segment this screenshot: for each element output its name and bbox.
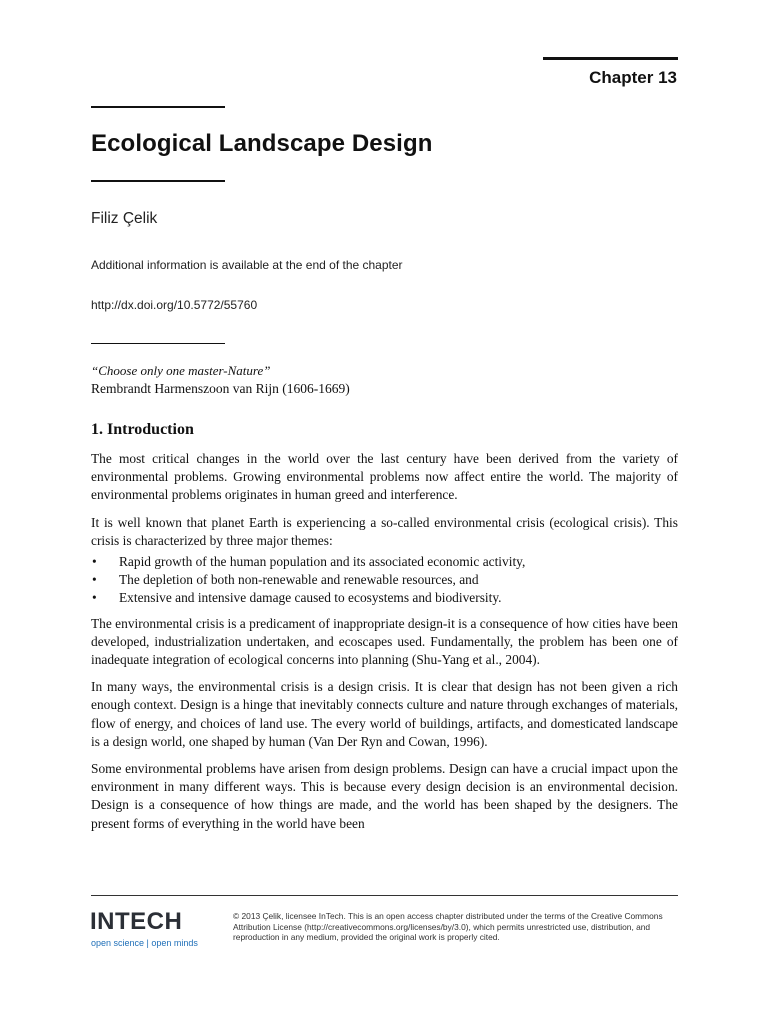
paragraph: In many ways, the environmental crisis is a design crisis. It is clear that design has not been given a rich enough context. Design is a hinge that inevitably connects culture and nature through exchanges of materials, flow of energy, and choices of land use. The every world of buildings, artifacts, and domesticated landscape is a design world, one shaped by human (Van Der Ryn and Cowan, 1996). — [91, 679, 678, 749]
bullet-icon: • — [92, 554, 97, 570]
list-item-text: Extensive and intensive damage caused to ecosystems and biodiversity. — [119, 590, 502, 606]
chapter-label: Chapter 13 — [589, 68, 677, 87]
bullet-icon: • — [92, 572, 97, 588]
list-item-text: Rapid growth of the human population and its associated economic activity, — [119, 554, 526, 570]
paragraph: The environmental crisis is a predicament of inappropriate design-it is a consequence of how cities have been developed, industrialization undertaken, and ecoscapes used. Fundamentally, the problem has been one of inadequate integration of ecological concerns into planning (Shu-Yang et al., 2004). — [91, 615, 678, 668]
additional-info: Additional information is available at the end of the chapter — [91, 258, 403, 272]
epigraph-attribution: Rembrandt Harmenszoon van Rijn (1606-1669) — [91, 381, 350, 396]
footer-rule — [91, 895, 678, 896]
bullet-icon: • — [92, 590, 97, 606]
list-item — [91, 553, 678, 571]
title-bottom-rule — [91, 180, 225, 182]
author-name: Filiz Çelik — [91, 210, 158, 227]
chapter-title: Ecological Landscape Design — [91, 130, 433, 157]
list-item — [91, 589, 678, 607]
title-top-rule — [91, 106, 225, 108]
epigraph-quote: “Choose only one master-Nature” — [91, 363, 271, 378]
list-item-text: The depletion of both non-renewable and renewable resources, and — [119, 572, 479, 588]
license-text: © 2013 Çelik, licensee InTech. This is an open access chapter distributed under the terms of the Creative Commons Attribution License (http://creativecommons.org/licenses/by/3.0), which permits unrestricted use, distribution, and reproduction in any medium, provided the original work is properly cited. — [233, 911, 663, 942]
paragraph: Some environmental problems have arisen from design problems. Design can have a crucial impact upon the environment in many different ways. This is because every design decision is an environmental decision. Design is a consequence of how things are made, and the world has been shaped by the designers. The present forms of everything in the world have been — [91, 761, 678, 831]
paragraph: The most critical changes in the world over the last century have been derived from the variety of environmental problems. Growing environmental problems now affect entire the world. The majority of environmental problems originates in human greed and interference. — [91, 451, 678, 503]
section-heading: 1. Introduction — [91, 421, 194, 438]
epigraph-rule — [91, 343, 225, 344]
body-text — [91, 450, 678, 842]
logo-tagline: open science | open minds — [91, 938, 198, 948]
doi-link[interactable]: http://dx.doi.org/10.5772/55760 — [91, 298, 258, 312]
intech-logo: INTECH — [90, 908, 183, 935]
chapter-rule — [543, 57, 678, 60]
bullet-list — [91, 553, 678, 608]
list-item — [91, 571, 678, 589]
paragraph: It is well known that planet Earth is experiencing a so-called environmental crisis (ecological crisis). This crisis is characterized by three major themes: — [91, 514, 678, 548]
